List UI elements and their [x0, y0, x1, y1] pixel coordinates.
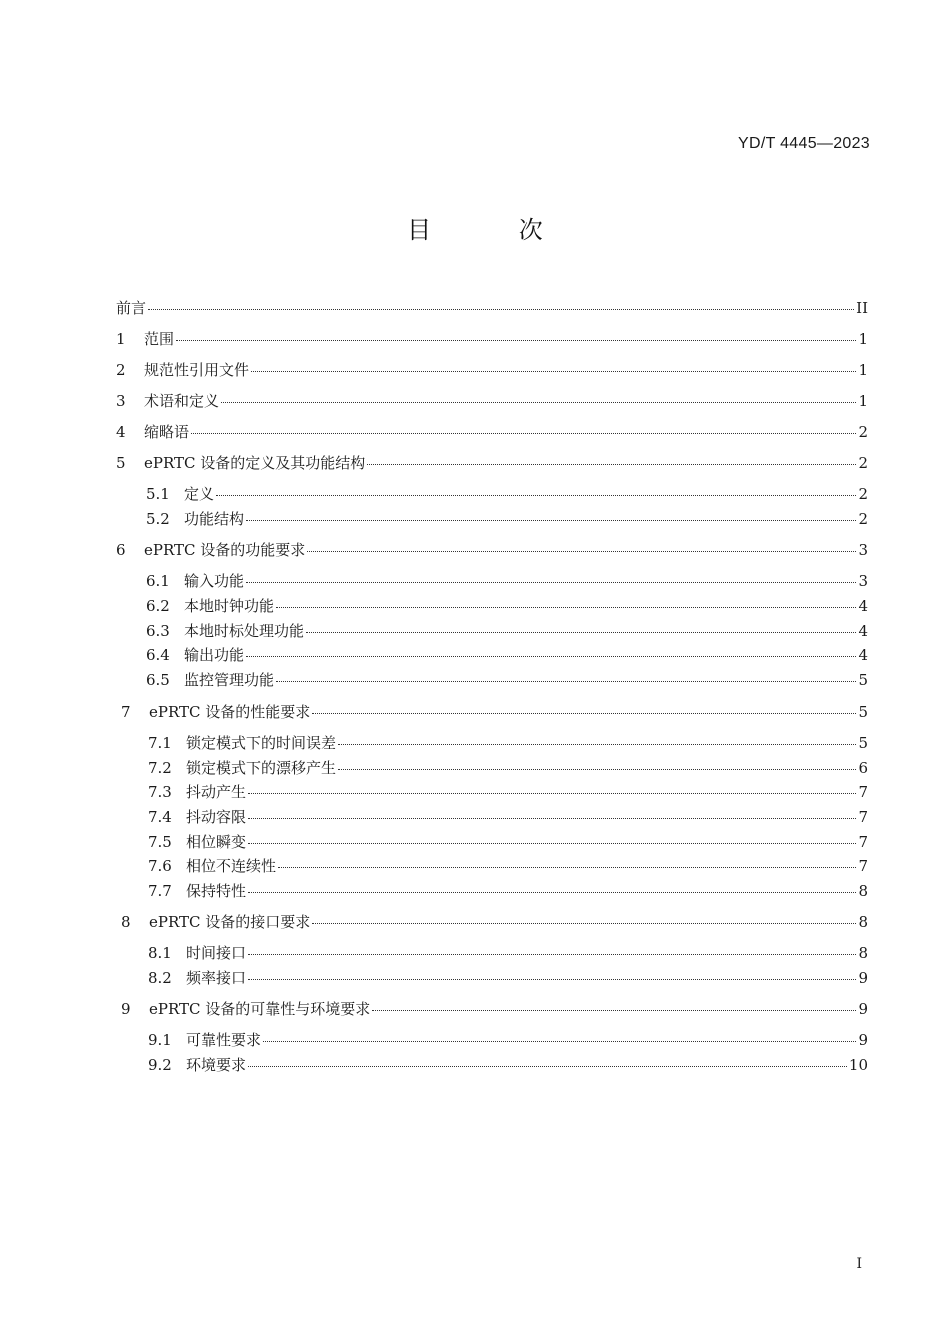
toc-entry-page: 7 — [858, 783, 868, 801]
toc-entry-number: 4 — [116, 423, 126, 441]
toc-entry-number: 7.7 — [148, 882, 172, 900]
toc-leader-dots — [312, 923, 856, 924]
toc-entry[interactable] — [146, 596, 868, 616]
toc-entry-number: 5 — [116, 454, 126, 472]
toc-entry-label: ePRTC 设备的定义及其功能结构 — [144, 454, 366, 472]
toc-entry-label: 锁定模式下的漂移产生 — [186, 759, 337, 777]
toc-entry[interactable] — [116, 540, 868, 560]
toc-entry-page: 4 — [858, 646, 868, 664]
toc-leader-dots — [338, 769, 856, 770]
toc-entry-number: 6.2 — [146, 597, 170, 615]
toc-entry-number: 6.1 — [146, 572, 170, 590]
toc-leader-dots — [276, 681, 856, 682]
toc-leader-dots — [176, 340, 856, 341]
toc-entry[interactable] — [148, 758, 868, 778]
toc-entry-number: 8 — [121, 913, 131, 931]
toc-entry-number: 8.1 — [148, 944, 172, 962]
toc-entry-page: 5 — [858, 671, 868, 689]
toc-entry-label: ePRTC 设备的接口要求 — [149, 913, 311, 931]
toc-entry-label: 频率接口 — [186, 969, 247, 987]
toc-leader-dots — [307, 551, 856, 552]
toc-entry-number: 1 — [116, 330, 126, 348]
toc-entry[interactable] — [146, 509, 868, 529]
toc-entry-page: 8 — [858, 913, 868, 931]
toc-entry-label: 可靠性要求 — [186, 1031, 262, 1049]
toc-leader-dots — [312, 713, 856, 714]
toc-entry-number: 9.1 — [148, 1031, 172, 1049]
toc-entry[interactable] — [148, 1030, 868, 1050]
toc-entry-number: 7.5 — [148, 833, 172, 851]
toc-entry-number: 6.4 — [146, 646, 170, 664]
toc-leader-dots — [248, 818, 856, 819]
toc-entry[interactable] — [146, 670, 868, 690]
toc-leader-dots — [221, 402, 856, 403]
toc-entry-label: 保持特性 — [186, 882, 247, 900]
toc-entry-page: 9 — [858, 969, 868, 987]
toc-entry-page: 2 — [858, 454, 868, 472]
toc-entry-number: 2 — [116, 361, 126, 379]
toc-entry-page: 1 — [858, 330, 868, 348]
toc-entry[interactable] — [146, 571, 868, 591]
toc-entry[interactable] — [148, 807, 868, 827]
toc-entry-page: 4 — [858, 622, 868, 640]
toc-entry-label: 功能结构 — [184, 510, 245, 528]
page-number: I — [856, 1256, 862, 1272]
toc-entry-page: 5 — [858, 734, 868, 752]
toc-entry[interactable] — [146, 484, 868, 504]
toc-entry-page: 8 — [858, 944, 868, 962]
toc-entry-number: 5.2 — [146, 510, 170, 528]
toc-entry-label: 前言 — [116, 299, 147, 317]
toc-entry[interactable] — [116, 453, 868, 473]
toc-entry[interactable] — [148, 943, 868, 963]
toc-entry-label: 本地时标处理功能 — [184, 622, 305, 640]
toc-entry-label: 术语和定义 — [144, 392, 220, 410]
toc-leader-dots — [246, 582, 856, 583]
toc-entry-number: 6 — [116, 541, 126, 559]
toc-entry-number: 6.3 — [146, 622, 170, 640]
toc-entry-page: 4 — [858, 597, 868, 615]
toc-entry-number: 9.2 — [148, 1056, 172, 1074]
toc-entry[interactable] — [148, 782, 868, 802]
toc-leader-dots — [248, 1066, 847, 1067]
toc-leader-dots — [246, 656, 856, 657]
toc-leader-dots — [367, 464, 856, 465]
toc-entry[interactable] — [116, 360, 868, 380]
toc-entry[interactable] — [116, 422, 868, 442]
toc-entry[interactable] — [116, 391, 868, 411]
toc-entry-label: 时间接口 — [186, 944, 247, 962]
toc-entry-label: 抖动产生 — [186, 783, 247, 801]
toc-leader-dots — [216, 495, 856, 496]
toc-leader-dots — [276, 607, 856, 608]
toc-entry-page: 8 — [858, 882, 868, 900]
toc-leader-dots — [191, 433, 856, 434]
toc-entry-label: 环境要求 — [186, 1056, 247, 1074]
toc-entry-page: 9 — [858, 1031, 868, 1049]
toc-entry-page: 10 — [848, 1056, 868, 1074]
toc-entry-number: 7.6 — [148, 857, 172, 875]
toc-leader-dots — [251, 371, 856, 372]
toc-entry-page: 3 — [858, 572, 868, 590]
toc-entry-label: 本地时钟功能 — [184, 597, 275, 615]
toc-entry-page: 7 — [858, 857, 868, 875]
toc-entry-number: 7.2 — [148, 759, 172, 777]
toc-entry-label: 输入功能 — [184, 572, 245, 590]
toc-entry[interactable] — [116, 298, 868, 318]
toc-entry[interactable] — [148, 733, 868, 753]
toc-entry-page: II — [856, 299, 868, 317]
toc-entry-page: 3 — [858, 541, 868, 559]
toc-entry-page: 1 — [858, 392, 868, 410]
toc-entry-label: ePRTC 设备的性能要求 — [149, 703, 311, 721]
toc-leader-dots — [372, 1010, 856, 1011]
toc-leader-dots — [248, 892, 856, 893]
toc-entry-page: 6 — [858, 759, 868, 777]
toc-leader-dots — [306, 632, 856, 633]
toc-leader-dots — [278, 867, 856, 868]
toc-entry-number: 7.4 — [148, 808, 172, 826]
toc-entry[interactable] — [146, 645, 868, 665]
toc-entry-page: 9 — [858, 1000, 868, 1018]
toc-entry[interactable] — [121, 912, 868, 932]
toc-entry-number: 7.3 — [148, 783, 172, 801]
toc-entry-page: 1 — [858, 361, 868, 379]
toc-entry-number: 3 — [116, 392, 126, 410]
toc-leader-dots — [338, 744, 856, 745]
toc-entry-page: 2 — [858, 485, 868, 503]
toc-entry-number: 7.1 — [148, 734, 172, 752]
toc-entry-label: 规范性引用文件 — [144, 361, 250, 379]
page-title: 目 次 — [407, 216, 583, 244]
toc-entry[interactable] — [121, 702, 868, 722]
toc-leader-dots — [248, 979, 856, 980]
toc-leader-dots — [148, 309, 854, 310]
toc-entry-label: 输出功能 — [184, 646, 245, 664]
toc-entry-page: 7 — [858, 833, 868, 851]
toc-leader-dots — [248, 954, 856, 955]
toc-leader-dots — [246, 520, 856, 521]
toc-leader-dots — [248, 793, 856, 794]
toc-entry[interactable] — [148, 968, 868, 988]
toc-entry-page: 2 — [858, 423, 868, 441]
toc-entry-number: 9 — [121, 1000, 131, 1018]
toc-entry-number: 7 — [121, 703, 131, 721]
toc-entry-label: ePRTC 设备的功能要求 — [144, 541, 306, 559]
toc-entry-label: 锁定模式下的时间误差 — [186, 734, 337, 752]
standard-code: YD/T 4445—2023 — [738, 135, 870, 152]
toc-leader-dots — [263, 1041, 856, 1042]
toc-leader-dots — [248, 843, 856, 844]
toc-entry-label: 缩略语 — [144, 423, 190, 441]
toc-entry[interactable] — [148, 856, 868, 876]
toc-entry-label: 定义 — [184, 485, 215, 503]
toc-entry[interactable] — [116, 329, 868, 349]
toc-entry-label: 范围 — [144, 330, 175, 348]
toc-entry-page: 7 — [858, 808, 868, 826]
toc-entry-page: 5 — [858, 703, 868, 721]
toc-entry-label: 相位瞬变 — [186, 833, 247, 851]
toc-entry-page: 2 — [858, 510, 868, 528]
toc-entry[interactable] — [148, 1055, 868, 1075]
toc-entry[interactable] — [148, 832, 868, 852]
toc-entry[interactable] — [146, 621, 868, 641]
toc-entry-number: 5.1 — [146, 485, 170, 503]
toc-entry-label: 相位不连续性 — [186, 857, 277, 875]
toc-entry[interactable] — [148, 881, 868, 901]
toc-entry-label: ePRTC 设备的可靠性与环境要求 — [149, 1000, 371, 1018]
toc-entry-label: 监控管理功能 — [184, 671, 275, 689]
toc-entry-number: 6.5 — [146, 671, 170, 689]
toc-entry-label: 抖动容限 — [186, 808, 247, 826]
toc-entry[interactable] — [121, 999, 868, 1019]
toc-entry-number: 8.2 — [148, 969, 172, 987]
